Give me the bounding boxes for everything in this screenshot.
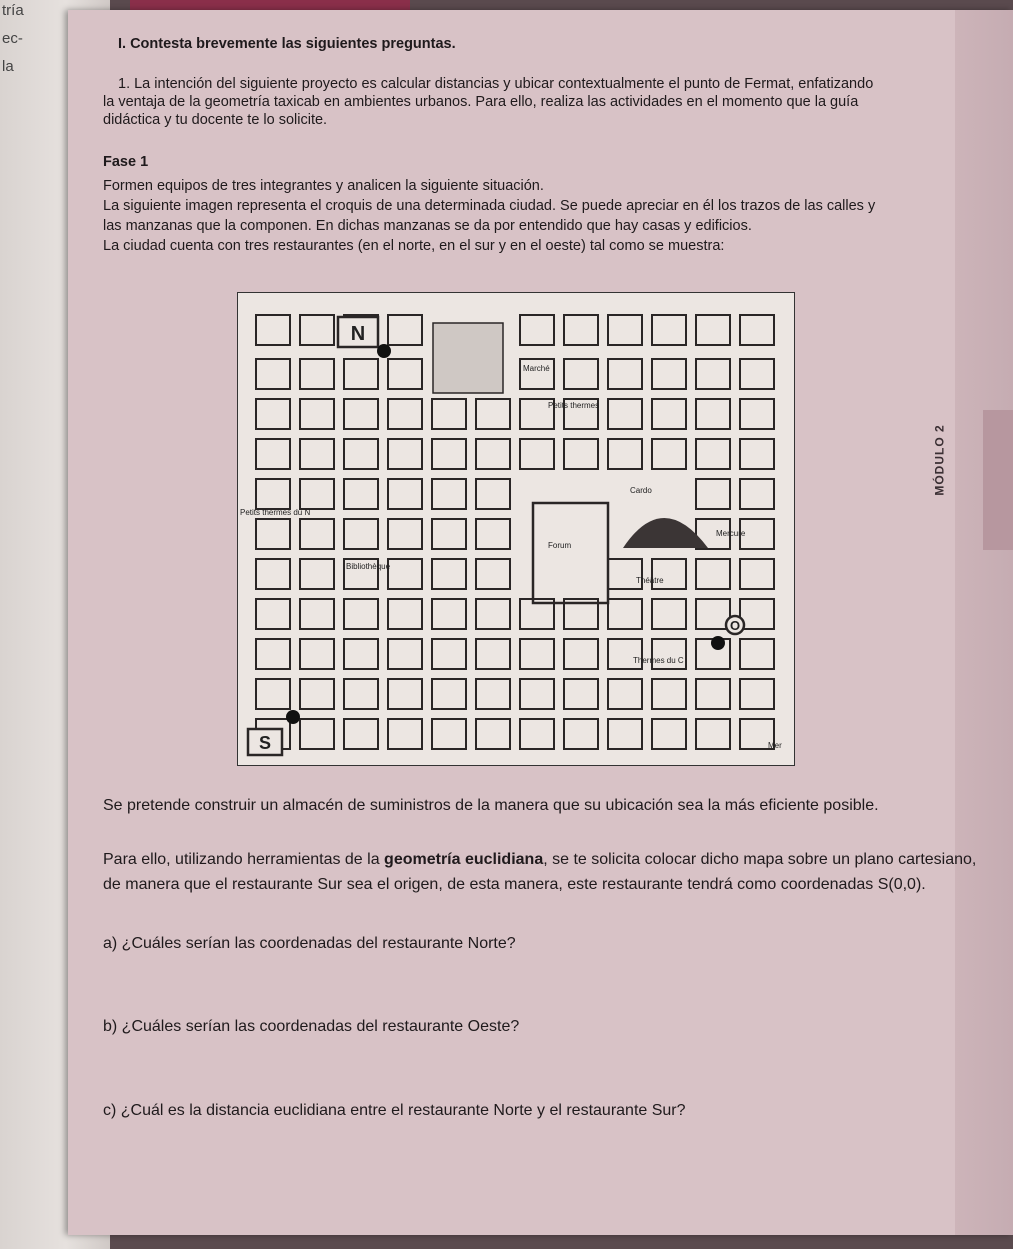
section-title: I. Contesta brevemente las siguientes preguntas.: [118, 36, 456, 52]
place-label: Théâtre: [636, 576, 664, 585]
city-map-drawing: [238, 293, 794, 765]
place-label: Petits thermes du N: [240, 508, 311, 517]
phase-line: La siguiente imagen representa el croquis de una determinada ciudad. Se puede apreciar en él los trazos de las calles y: [103, 198, 876, 214]
intro-line: didáctica y tu docente te lo solicite.: [103, 112, 328, 128]
place-label: Marché: [523, 364, 550, 373]
edge-fragment: la: [2, 58, 14, 75]
module-tab: [983, 410, 1013, 550]
place-label: Mercure: [716, 529, 746, 538]
phase-line: La ciudad cuenta con tres restaurantes (en el norte, en el sur y en el oeste) tal como se muestra:: [103, 238, 725, 254]
north-restaurant-marker: [377, 344, 391, 358]
intro-line: la ventaja de la geometría taxicab en ambientes urbanos. Para ello, realiza las actividades en el momento que la guía: [103, 94, 859, 110]
body-paragraph: Para ello, utilizando herramientas de la geometría euclidiana, se te solicita colocar dicho mapa sobre un plano cartesiano,: [103, 851, 977, 868]
phase-line: Formen equipos de tres integrantes y analicen la siguiente situación.: [103, 178, 544, 194]
west-restaurant-marker: [711, 636, 725, 650]
place-label: Mer: [768, 741, 782, 750]
place-label: Thermes du C: [633, 656, 684, 665]
west-label: O: [729, 618, 741, 633]
place-label: Forum: [548, 541, 572, 550]
phase-title: Fase 1: [103, 154, 149, 170]
old-quarter: [433, 323, 503, 393]
south-label: S: [258, 733, 272, 753]
question-b: b) ¿Cuáles serían las coordenadas del restaurante Oeste?: [103, 1018, 520, 1035]
body-paragraph: de manera que el restaurante Sur sea el origen, de esta manera, este restaurante tendrá como coordenadas S(0,0).: [103, 876, 926, 893]
place-label: Petits thermes: [548, 401, 600, 410]
place-label: Cardo: [630, 486, 652, 495]
phase-line: las manzanas que la componen. En dichas manzanas se da por entendido que hay casas y edificios.: [103, 218, 752, 234]
north-label: N: [350, 323, 366, 345]
city-map: [237, 292, 795, 766]
edge-fragment: ec-: [2, 30, 23, 47]
south-restaurant-marker: [286, 710, 300, 724]
edge-fragment: tría: [2, 2, 24, 19]
module-sidebar: [955, 10, 1013, 1235]
place-label: Bibliothèque: [346, 562, 391, 571]
module-label: MÓDULO 2: [933, 424, 947, 496]
body-paragraph: Se pretende construir un almacén de suministros de la manera que su ubicación sea la más eficiente posible.: [103, 797, 879, 814]
question-c: c) ¿Cuál es la distancia euclidiana entre el restaurante Norte y el restaurante Sur?: [103, 1102, 686, 1119]
question-a: a) ¿Cuáles serían las coordenadas del restaurante Norte?: [103, 935, 516, 952]
intro-line: 1. La intención del siguiente proyecto es calcular distancias y ubicar contextualmente el punto de Fermat, enfatizando: [118, 76, 874, 92]
